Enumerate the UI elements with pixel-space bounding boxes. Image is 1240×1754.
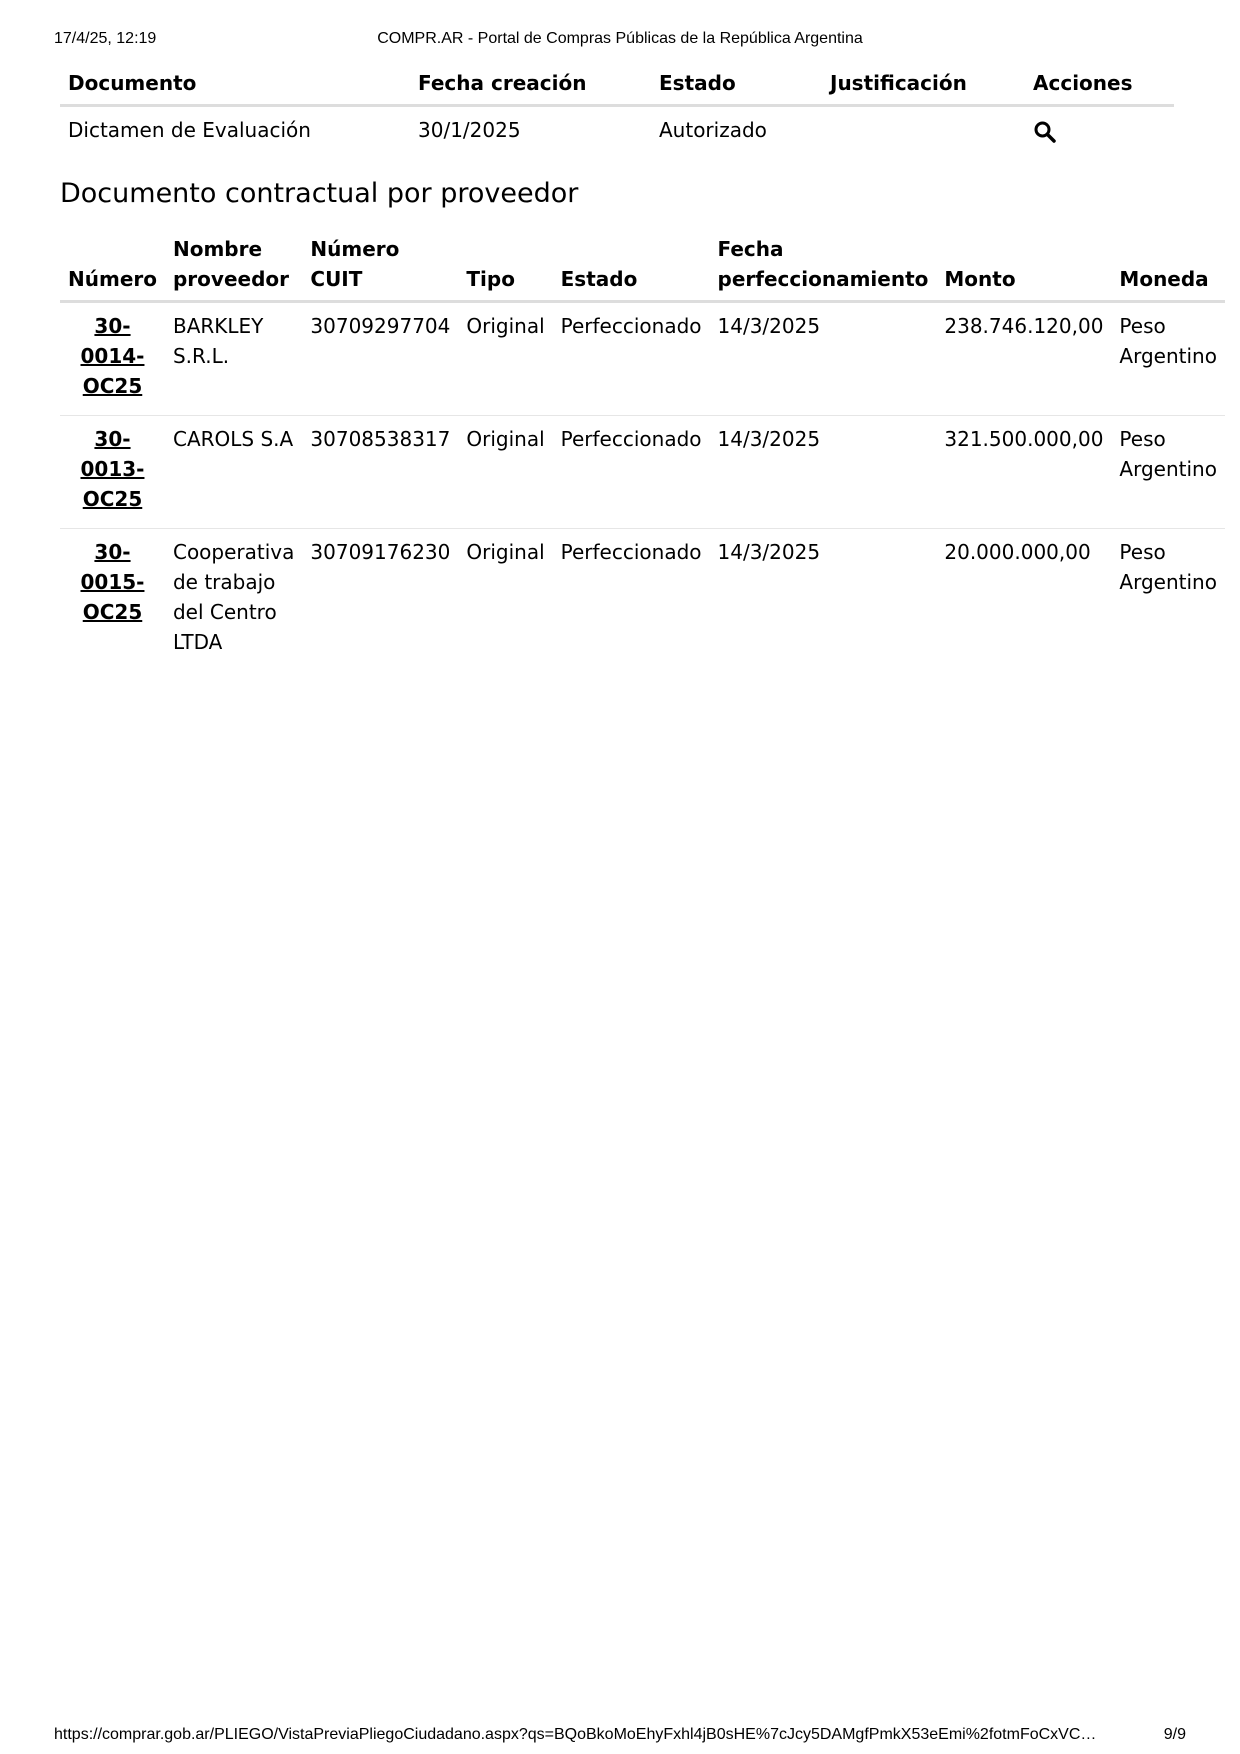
header-estado: Estado	[553, 230, 710, 302]
proveedor-cell: Cooperativa de trabajo del Centro LTDA	[165, 529, 302, 672]
contracts-table-header-row	[60, 230, 1225, 302]
fecha-cell: 14/3/2025	[710, 416, 937, 529]
header-fecha-creacion: Fecha creación	[410, 66, 651, 106]
contract-number-link[interactable]: 30-0013-OC25	[80, 427, 145, 511]
documents-table-header-row	[60, 66, 1174, 106]
numero-cell	[60, 529, 165, 672]
table-row	[60, 106, 1174, 152]
search-icon[interactable]	[1033, 120, 1057, 144]
tipo-cell: Original	[466, 314, 545, 338]
header-justificacion: Justificación	[822, 66, 1025, 106]
numero-cell	[60, 416, 165, 529]
estado-cell: Autorizado	[659, 118, 767, 142]
print-page-title: COMPR.AR - Portal de Compras Públicas de la República Argentina	[377, 30, 863, 47]
estado-cell: Perfeccionado	[553, 416, 710, 529]
tipo-cell: Original	[458, 529, 552, 672]
page-number: 9/9	[1163, 1726, 1186, 1743]
monto-cell: 20.000.000,00	[936, 529, 1111, 672]
documento-cell: Dictamen de Evaluación	[68, 118, 311, 142]
header-numero: Número	[60, 230, 165, 302]
tipo-cell: Original	[458, 416, 552, 529]
fecha-creacion-cell: 30/1/2025	[418, 118, 521, 142]
header-fecha-perfeccionamiento: Fecha perfeccionamiento	[710, 230, 937, 302]
table-row	[60, 416, 1225, 529]
table-row	[60, 529, 1225, 672]
monto-cell: 238.746.120,00	[944, 314, 1104, 338]
print-footer	[54, 1726, 1186, 1748]
section-title: Documento contractual por proveedor	[60, 178, 579, 209]
print-header	[54, 30, 1186, 52]
fecha-cell: 14/3/2025	[717, 314, 821, 338]
header-monto: Monto	[936, 230, 1111, 302]
cuit-cell: 30708538317	[302, 416, 458, 529]
proveedor-cell: CAROLS S.A	[165, 416, 302, 529]
moneda-cell: Peso Argentino	[1111, 529, 1225, 672]
table-row	[60, 302, 1225, 416]
moneda-cell: Peso Argentino	[1111, 416, 1225, 529]
proveedor-cell: BARKLEY S.R.L.	[172, 314, 264, 368]
monto-cell: 321.500.000,00	[936, 416, 1111, 529]
moneda-cell: Peso Argentino	[1119, 314, 1217, 368]
contract-number-link[interactable]: 30-0015-OC25	[80, 540, 145, 624]
cuit-cell: 30709297704	[310, 314, 451, 338]
header-tipo: Tipo	[458, 230, 552, 302]
header-numero-cuit: Número CUIT	[302, 230, 458, 302]
justificacion-cell	[822, 106, 1025, 152]
header-moneda: Moneda	[1111, 230, 1225, 302]
acciones-cell	[1025, 106, 1174, 152]
fecha-cell: 14/3/2025	[710, 529, 937, 672]
documents-table	[60, 66, 1174, 151]
contracts-table	[60, 230, 1225, 671]
estado-cell: Perfeccionado	[553, 529, 710, 672]
header-acciones: Acciones	[1025, 66, 1174, 106]
print-datetime: 17/4/25, 12:19	[54, 30, 157, 47]
print-url: https://comprar.gob.ar/PLIEGO/VistaPreviaPliegoCiudadano.aspx?qs=BQoBkoMoEhyFxhl4jB0sHE%7cJcy5DAMgfPmkX53eEmi%2fotmFoCxVC…	[54, 1726, 1097, 1743]
contract-number-link[interactable]: 30-0014-OC25	[80, 314, 145, 398]
header-nombre-proveedor: Nombre proveedor	[165, 230, 302, 302]
numero-cell	[60, 302, 165, 416]
header-documento: Documento	[60, 66, 410, 106]
header-estado: Estado	[651, 66, 822, 106]
estado-cell: Perfeccionado	[560, 314, 702, 338]
cuit-cell: 30709176230	[302, 529, 458, 672]
